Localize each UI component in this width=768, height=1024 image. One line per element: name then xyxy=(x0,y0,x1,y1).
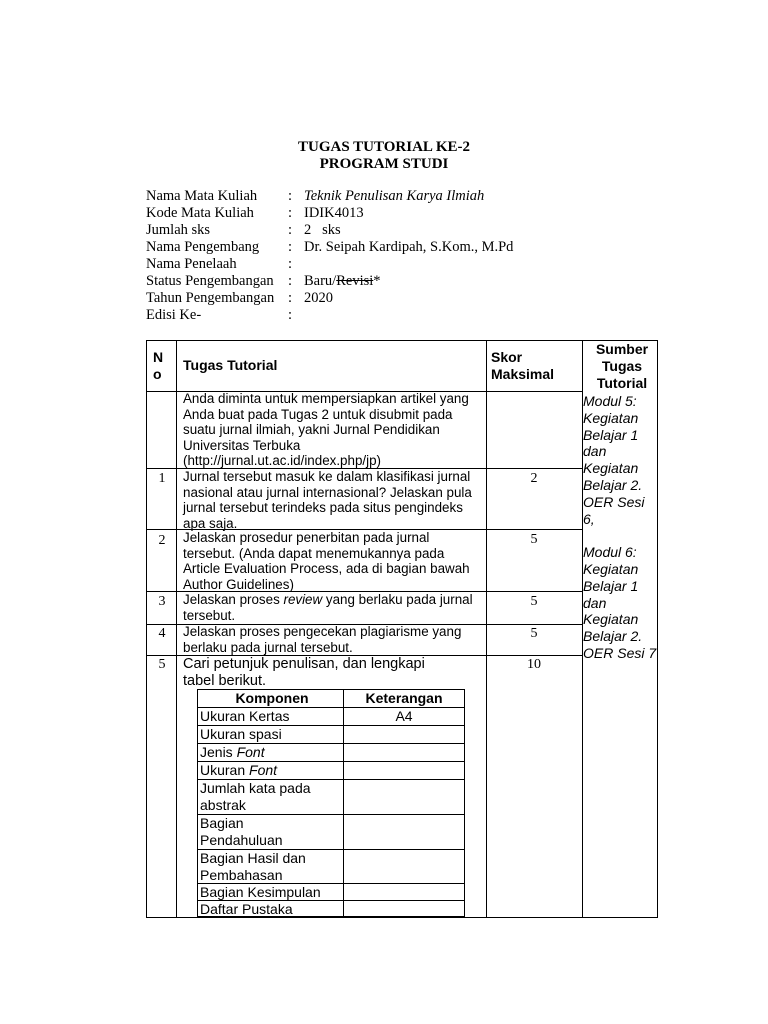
task-intro: Anda diminta untuk mempersiapkan artikel yang Anda buat pada Tugas 2 untuk disubmit pada suatu jurnal ilmiah, yakni Jurnal Pendidikan Universitas Terbuka (http://jurnal.ut.ac.id/index.php/jp) xyxy=(183,391,469,468)
task-text xyxy=(183,592,483,623)
inner-row xyxy=(198,884,464,901)
task-score: 5 xyxy=(530,594,538,609)
meta-colon: : xyxy=(288,222,293,238)
task-text: Cari petunjuk penulisan, dan lengkapi tabel berikut. xyxy=(183,656,425,689)
inner-component: Daftar Pustaka xyxy=(200,901,293,917)
developer-value: Dr. Seipah Kardipah, S.Kom., M.Pd xyxy=(304,239,514,255)
document-subtitle: PROGRAM STUDI xyxy=(319,156,449,172)
task-source-text: Modul 5: Kegiatan Belajar 1 dan Kegiatan Belajar 2. OER Sesi 6, Modul 6: Kegiatan Belajar 1 dan Kegiatan Belajar 2. OER Sesi 7 xyxy=(583,393,657,661)
inner-component: Bagian Hasil dan Pembahasan xyxy=(200,850,306,883)
meta-label: Nama Mata Kuliah xyxy=(146,188,258,204)
inner-component: Ukuran spasi xyxy=(200,726,282,742)
year-value: 2020 xyxy=(304,290,333,306)
inner-component: Ukuran Kertas xyxy=(200,708,290,724)
row-number: 1 xyxy=(158,471,166,486)
course-name-value: Teknik Penulisan Karya Ilmiah xyxy=(304,188,485,204)
task-text: Jelaskan prosedur penerbitan pada jurnal tersebut. (Anda dapat menemukannya pada Article Evaluation Process, ada di bagian bawah Author Guidelines) xyxy=(183,530,470,592)
meta-label: Status Pengembangan xyxy=(146,273,274,289)
meta-colon: : xyxy=(288,273,293,289)
row-number: 5 xyxy=(158,657,166,672)
task-score: 10 xyxy=(527,657,541,672)
course-code-value: IDIK4013 xyxy=(304,205,364,221)
inner-component-part: Jenis xyxy=(200,744,237,760)
inner-component-part: Ukuran xyxy=(200,762,250,778)
task-score: 5 xyxy=(530,532,538,547)
inner-row xyxy=(198,815,464,850)
row-number: 2 xyxy=(158,533,166,548)
document-title: TUGAS TUTORIAL KE-2 xyxy=(298,139,470,155)
writing-guideline-table xyxy=(197,689,465,917)
task-text-part: Jelaskan proses xyxy=(183,592,284,607)
inner-row xyxy=(198,708,464,726)
meta-label: Nama Penelaah xyxy=(146,256,237,272)
inner-component-italic: Font xyxy=(236,744,265,760)
meta-label: Nama Pengembang xyxy=(146,239,260,255)
task-text-italic: review xyxy=(283,592,323,607)
inner-row xyxy=(198,726,464,744)
task-source xyxy=(583,393,659,662)
meta-label: Tahun Pengembangan xyxy=(146,290,275,306)
inner-header-row xyxy=(198,690,464,708)
meta-colon: : xyxy=(288,307,293,323)
header-source: Sumber Tugas Tutorial xyxy=(595,341,649,391)
task-score: 2 xyxy=(530,471,538,486)
row-number: 4 xyxy=(158,626,166,641)
inner-component: Bagian Kesimpulan xyxy=(200,884,321,900)
inner-row xyxy=(198,780,464,815)
inner-component-italic: Font xyxy=(249,762,278,778)
status-value xyxy=(304,273,381,290)
meta-label: Kode Mata Kuliah xyxy=(146,205,254,221)
header-score: Skor Maksimal xyxy=(491,349,555,382)
inner-row xyxy=(198,901,464,917)
header-no: N o xyxy=(153,349,164,382)
row-number: 3 xyxy=(158,594,166,609)
tutorial-task-table xyxy=(146,340,658,918)
task-text: Jurnal tersebut masuk ke dalam klasifikasi jurnal nasional atau jurnal internasional? Jelaskan pula jurnal tersebut terindeks pada situs pengindeks apa saja. xyxy=(183,469,472,531)
meta-colon: : xyxy=(288,188,293,204)
task-text-part: yang berlaku pada jurnal tersebut. xyxy=(183,592,473,623)
meta-colon: : xyxy=(288,256,293,272)
inner-component xyxy=(198,762,344,779)
inner-component: Bagian Pendahuluan xyxy=(200,815,283,848)
header-task: Tugas Tutorial xyxy=(183,357,278,373)
credits-value: 2 sks xyxy=(304,222,341,238)
inner-row xyxy=(198,850,464,884)
status-revision-struck: Revisi xyxy=(336,273,374,289)
inner-description: A4 xyxy=(395,708,413,724)
inner-row xyxy=(198,744,464,762)
status-asterisk: * xyxy=(373,273,381,289)
meta-colon: : xyxy=(288,290,293,306)
meta-label: Edisi Ke- xyxy=(146,307,202,323)
meta-label: Jumlah sks xyxy=(146,222,211,238)
inner-row xyxy=(198,762,464,780)
inner-component: Jumlah kata pada abstrak xyxy=(200,780,311,813)
task-text: Jelaskan proses pengecekan plagiarisme yang berlaku pada jurnal tersebut. xyxy=(183,624,462,655)
task-score: 5 xyxy=(530,626,538,641)
inner-header-component: Komponen xyxy=(235,690,309,706)
inner-component xyxy=(198,744,344,761)
meta-colon: : xyxy=(288,205,293,221)
status-new: Baru/ xyxy=(304,273,337,289)
inner-header-description: Keterangan xyxy=(365,690,443,706)
meta-colon: : xyxy=(288,239,293,255)
